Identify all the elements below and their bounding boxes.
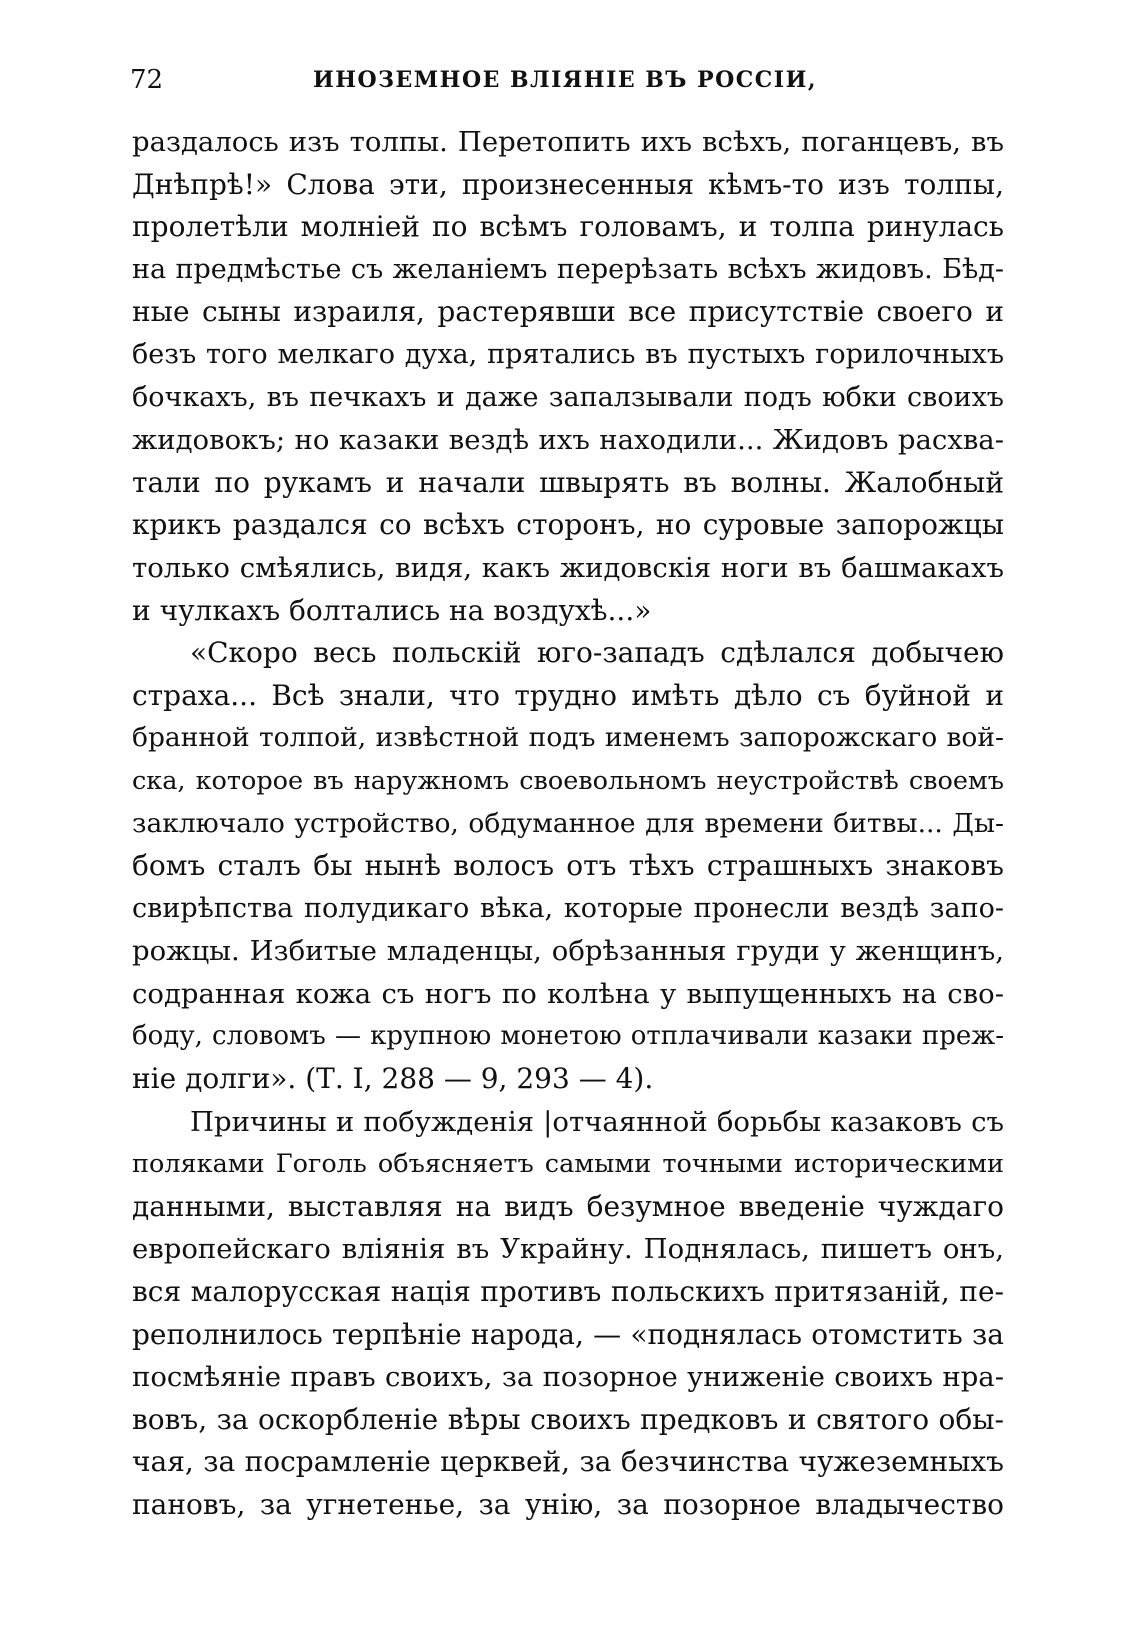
text-line: ные сыны израиля, растерявши все присутствіе своего и bbox=[132, 295, 1004, 329]
running-title: ИНОЗЕМНОЕ ВЛІЯНІЕ ВЪ РОССІИ, bbox=[312, 67, 818, 93]
text-line: раздалось изъ толпы. Перетопить ихъ всѣхъ, поганцевъ, въ bbox=[132, 126, 1004, 158]
text-line: реполнилось терпѣніе народа, — «поднялась отомстить за bbox=[132, 1317, 1004, 1351]
text-line: Днѣпрѣ!» Слова эти, произнесенныя кѣмъ-то изъ толпы, bbox=[132, 167, 1004, 201]
body-text bbox=[132, 121, 1004, 1527]
text-line: пановъ, за угнетенье, за унію, за позорное владычество bbox=[132, 1488, 1004, 1521]
text-line: содранная кожа съ ногъ по колѣна у выпущенныхъ на сво- bbox=[132, 977, 1004, 1010]
text-line: рожцы. Избитые младенцы, обрѣзанныя груди у женщинъ, bbox=[132, 935, 1004, 968]
page-number: 72 bbox=[130, 65, 164, 95]
paragraph-start-line: «Скоро весь польскій юго-западъ сдѣлался добычею bbox=[190, 636, 1004, 670]
page-header bbox=[130, 60, 1000, 100]
text-line: только смѣялись, видя, какъ жидовскія ноги въ башмакахъ bbox=[132, 551, 1004, 584]
text-line: крикъ раздался со всѣхъ сторонъ, но суровые запорожцы bbox=[132, 508, 1004, 542]
text-line: безъ того мелкаго духа, прятались въ пустыхъ горилочныхъ bbox=[132, 338, 1004, 370]
text-line: бранной толпой, извѣстной подъ именемъ запорожскаго вой- bbox=[132, 722, 1004, 754]
text-line: данными, выставляя на видъ безумное введеніе чуждаго bbox=[132, 1189, 1004, 1223]
text-line: вся малорусская нація противъ польскихъ притязаній, пе- bbox=[132, 1275, 1004, 1309]
paragraph-end-line: и чулкахъ болтались на воздухѣ...» bbox=[132, 593, 652, 627]
text-line: бочкахъ, въ печкахъ и даже запалзывали подъ юбки своихъ bbox=[132, 381, 1004, 413]
text-line: свирѣпства полудикаго вѣка, которые пронесли вездѣ запо- bbox=[132, 892, 1004, 924]
text-line: жидовокъ; но казаки вездѣ ихъ находили... Жидовъ расхва- bbox=[132, 424, 1004, 457]
text-line: чая, за посрамленіе церквей, за безчинства чужеземныхъ bbox=[132, 1445, 1004, 1479]
text-line: посмѣяніе правъ своихъ, за позорное униженіе своихъ нра- bbox=[132, 1361, 1004, 1394]
text-line: ска, которое въ наружномъ своевольномъ неустройствѣ своемъ bbox=[132, 765, 1004, 796]
text-line: заключало устройство, обдуманное для времени битвы... Ды- bbox=[132, 807, 1004, 839]
text-line: европейскаго вліянія въ Украйну. Поднялась, пишетъ онъ, bbox=[132, 1233, 1004, 1266]
paragraph-end-line: ніе долги». (Т. I, 288 — 9, 293 — 4). bbox=[132, 1062, 654, 1096]
text-line: на предмѣстье съ желаніемъ перерѣзать всѣхъ жидовъ. Бѣд- bbox=[132, 253, 1004, 285]
text-line: тали по рукамъ и начали швырять въ волны. Жалобный bbox=[132, 465, 1004, 499]
text-line: пролетѣли молніей по всѣмъ головамъ, и толпа ринулась bbox=[132, 210, 1004, 244]
paragraph-start-line: Причины и побужденія |отчаянной борьбы казаковъ съ bbox=[190, 1105, 1004, 1138]
text-line: вовъ, за оскорбленіе вѣры своихъ предковъ и святого обы- bbox=[132, 1402, 1004, 1436]
text-line: бомъ сталъ бы нынѣ волосъ отъ тѣхъ страшныхъ знаковъ bbox=[132, 849, 1004, 883]
text-line: страха... Всѣ знали, что трудно имѣть дѣло съ буйной и bbox=[132, 678, 1004, 712]
text-line: боду, словомъ — крупною монетою отплачивали казаки преж- bbox=[132, 1021, 1004, 1052]
text-line: поляками Гоголь объясняетъ самыми точными историческими bbox=[132, 1149, 1004, 1180]
